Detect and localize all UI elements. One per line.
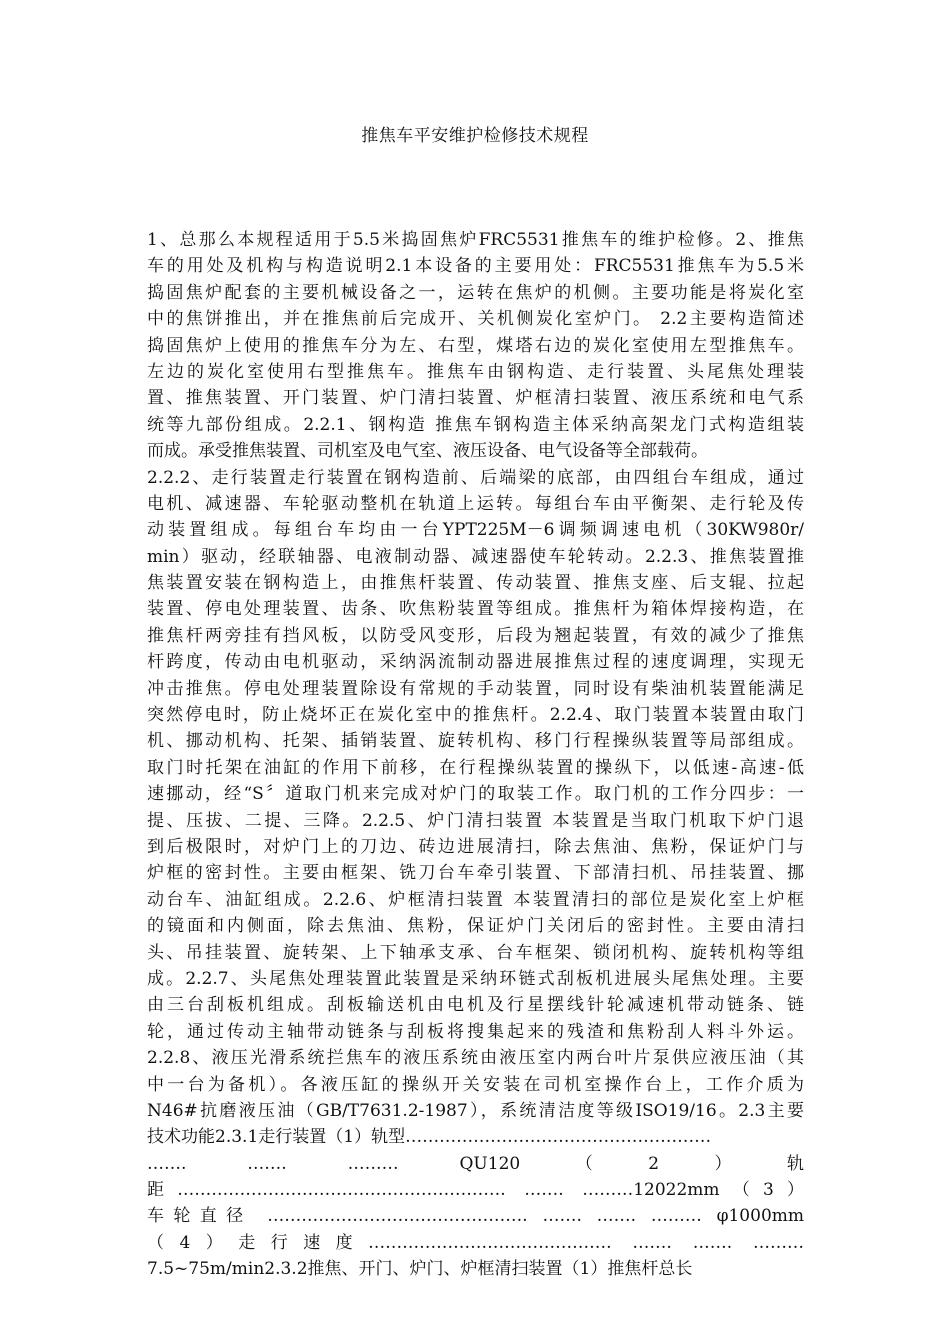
body-text-line: 1、总那么本规程适用于5.5米捣固焦炉FRC5531推焦车的维护检修。2、推焦: [147, 230, 804, 250]
body-text-line: 到后极限时，对炉门上的刀边、砖边进展清扫，除去焦油、焦粉，保证炉门与: [147, 836, 804, 857]
body-text-line: 由三台刮板机组成。刮板输送机由电机及行星摆线针轮减速机带动链条、链: [147, 995, 804, 1016]
body-text-line: 速挪动，经“S〞道取门机来完成对炉门的取装工作。取门机的工作分四步：一: [147, 784, 804, 805]
body-text-line: 电机、减速器、车轮驱动整机在轨道上运转。每组台车由平衡架、走行轮及传: [147, 493, 804, 514]
body-text-line: （4）走行速度……………………………………. ……. ……. ………: [147, 1232, 804, 1253]
body-text-line: 装置、停电处理装置、齿条、吹焦粉装置等组成。推焦杆为箱体焊接构造，在: [147, 599, 804, 620]
body-text-line: 车轮直径 ………………………………………. ……. ……. ……… φ1000mm: [147, 1206, 804, 1227]
body-text-line: ……. ……. ……… QU120（2）轨: [147, 1153, 804, 1174]
body-text-line: 动台车、油缸组成。2.2.6、炉框清扫装置 本装置清扫的部位是炭化室上炉框: [147, 889, 804, 910]
body-text-line: 左边的炭化室使用右型推焦车。推焦车由钢构造、走行装置、头尾焦处理装: [147, 361, 804, 382]
body-text-line: 的镜面和内侧面，除去焦油、焦粉，保证炉门关闭后的密封性。主要由清扫: [147, 916, 804, 937]
body-text-line: 统等九部份组成。2.2.1、钢构造 推焦车钢构造主体采纳高架龙门式构造组装: [147, 414, 804, 435]
body-text-line: 中的焦饼推出，并在推焦前后完成开、关机侧炭化室炉门。 2.2主要构造简述: [147, 309, 804, 330]
body-text-line: 技术功能2.3.1走行装置（1）轨型………………………………………………: [147, 1127, 712, 1148]
body-text-line: 杆跨度，传动由电机驱动，采纳涡流制动器进展推焦过程的速度调理，实现无: [147, 652, 804, 673]
body-text-line: 2.2.8、液压光滑系统拦焦车的液压系统由液压室内两台叶片泵供应液压油（其: [147, 1048, 804, 1069]
body-text-line: 距…………………………………………………. ……. ………12022mm（3）: [147, 1180, 804, 1201]
body-text-line: 推焦杆两旁挂有挡风板，以防受风变形，后段为翘起装置，有效的减少了推焦: [147, 625, 804, 646]
body-text-line: 炉框的密封性。主要由框架、铣刀台车牵引装置、下部清扫机、吊挂装置、挪: [147, 863, 804, 884]
body-text-line: 轮，通过传动主轴带动链条与刮板将搜集起来的残渣和焦粉刮人料斗外运。: [147, 1021, 804, 1042]
body-text-line: 而成。承受推焦装置、司机室及电气室、液压设备、电气设备等全部载荷。: [147, 441, 708, 462]
body-text-line: 中一台为备机）。各液压缸的操纵开关安装在司机室操作台上，工作介质为: [147, 1074, 804, 1095]
body-text-line: 头、吊挂装置、旋转架、上下轴承支承、台车框架、锁闭机构、旋转机构等组: [147, 942, 804, 963]
body-text-line: 7.5~75m/min2.3.2推焦、开门、炉门、炉框清扫装置（1）推焦杆总长: [147, 1259, 693, 1280]
body-text-line: 捣固焦炉上使用的推焦车分为左、右型，煤塔右边的炭化室使用左型推焦车。: [147, 335, 804, 356]
body-text-line: 置、推焦装置、开门装置、炉门清扫装置、炉框清扫装置、液压系统和电气系: [147, 388, 804, 409]
body-text-line: 提、压拔、二提、三降。2.2.5、炉门清扫装置 本装置是当取门机取下炉门退: [147, 810, 804, 831]
body-text-line: N46#抗磨液压油（GB/T7631.2-1987），系统清洁度等级ISO19/16。2.3主要: [147, 1100, 804, 1121]
body-text-line: 动装置组成。每组台车均由一台YPT225M－6调频调速电机（30KW980r/: [147, 520, 804, 541]
body-text-line: 取门时托架在油缸的作用下前移，在行程操纵装置的操纵下，以低速-高速-低: [147, 757, 804, 778]
body-text-line: min）驱动，经联轴器、电液制动器、减速器使车轮转动。2.2.3、推焦装置推: [147, 546, 804, 567]
body-text-line: 捣固焦炉配套的主要机械设备之一，运转在焦炉的机侧。主要功能是将炭化室: [147, 282, 804, 303]
document-title: 推焦车平安维护检修技术规程: [361, 126, 589, 146]
body-text-line: 2.2.2、走行装置走行装置在钢构造前、后端梁的底部，由四组台车组成，通过: [147, 467, 804, 488]
body-text-line: 成。2.2.7、头尾焦处理装置此装置是采纳环链式刮板机进展头尾焦处理。主要: [147, 968, 804, 989]
body-text-line: 机、挪动机构、托架、插销装置、旋转机构、移门行程操纵装置等局部组成。: [147, 731, 804, 752]
body-text-line: 冲击推焦。停电处理装置除设有常规的手动装置，同时设有柴油机装置能满足: [147, 678, 804, 699]
body-text-line: 突然停电时，防止烧坏正在炭化室中的推焦杆。2.2.4、取门装置本装置由取门: [147, 705, 804, 726]
body-text-line: 车的用处及机构与构造说明2.1本设备的主要用处：FRC5531推焦车为5.5米: [147, 256, 804, 277]
document-body: [147, 227, 804, 1283]
body-text-line: 焦装置安装在钢构造上，由推焦杆装置、传动装置、推焦支座、后支辊、拉起: [147, 573, 804, 594]
